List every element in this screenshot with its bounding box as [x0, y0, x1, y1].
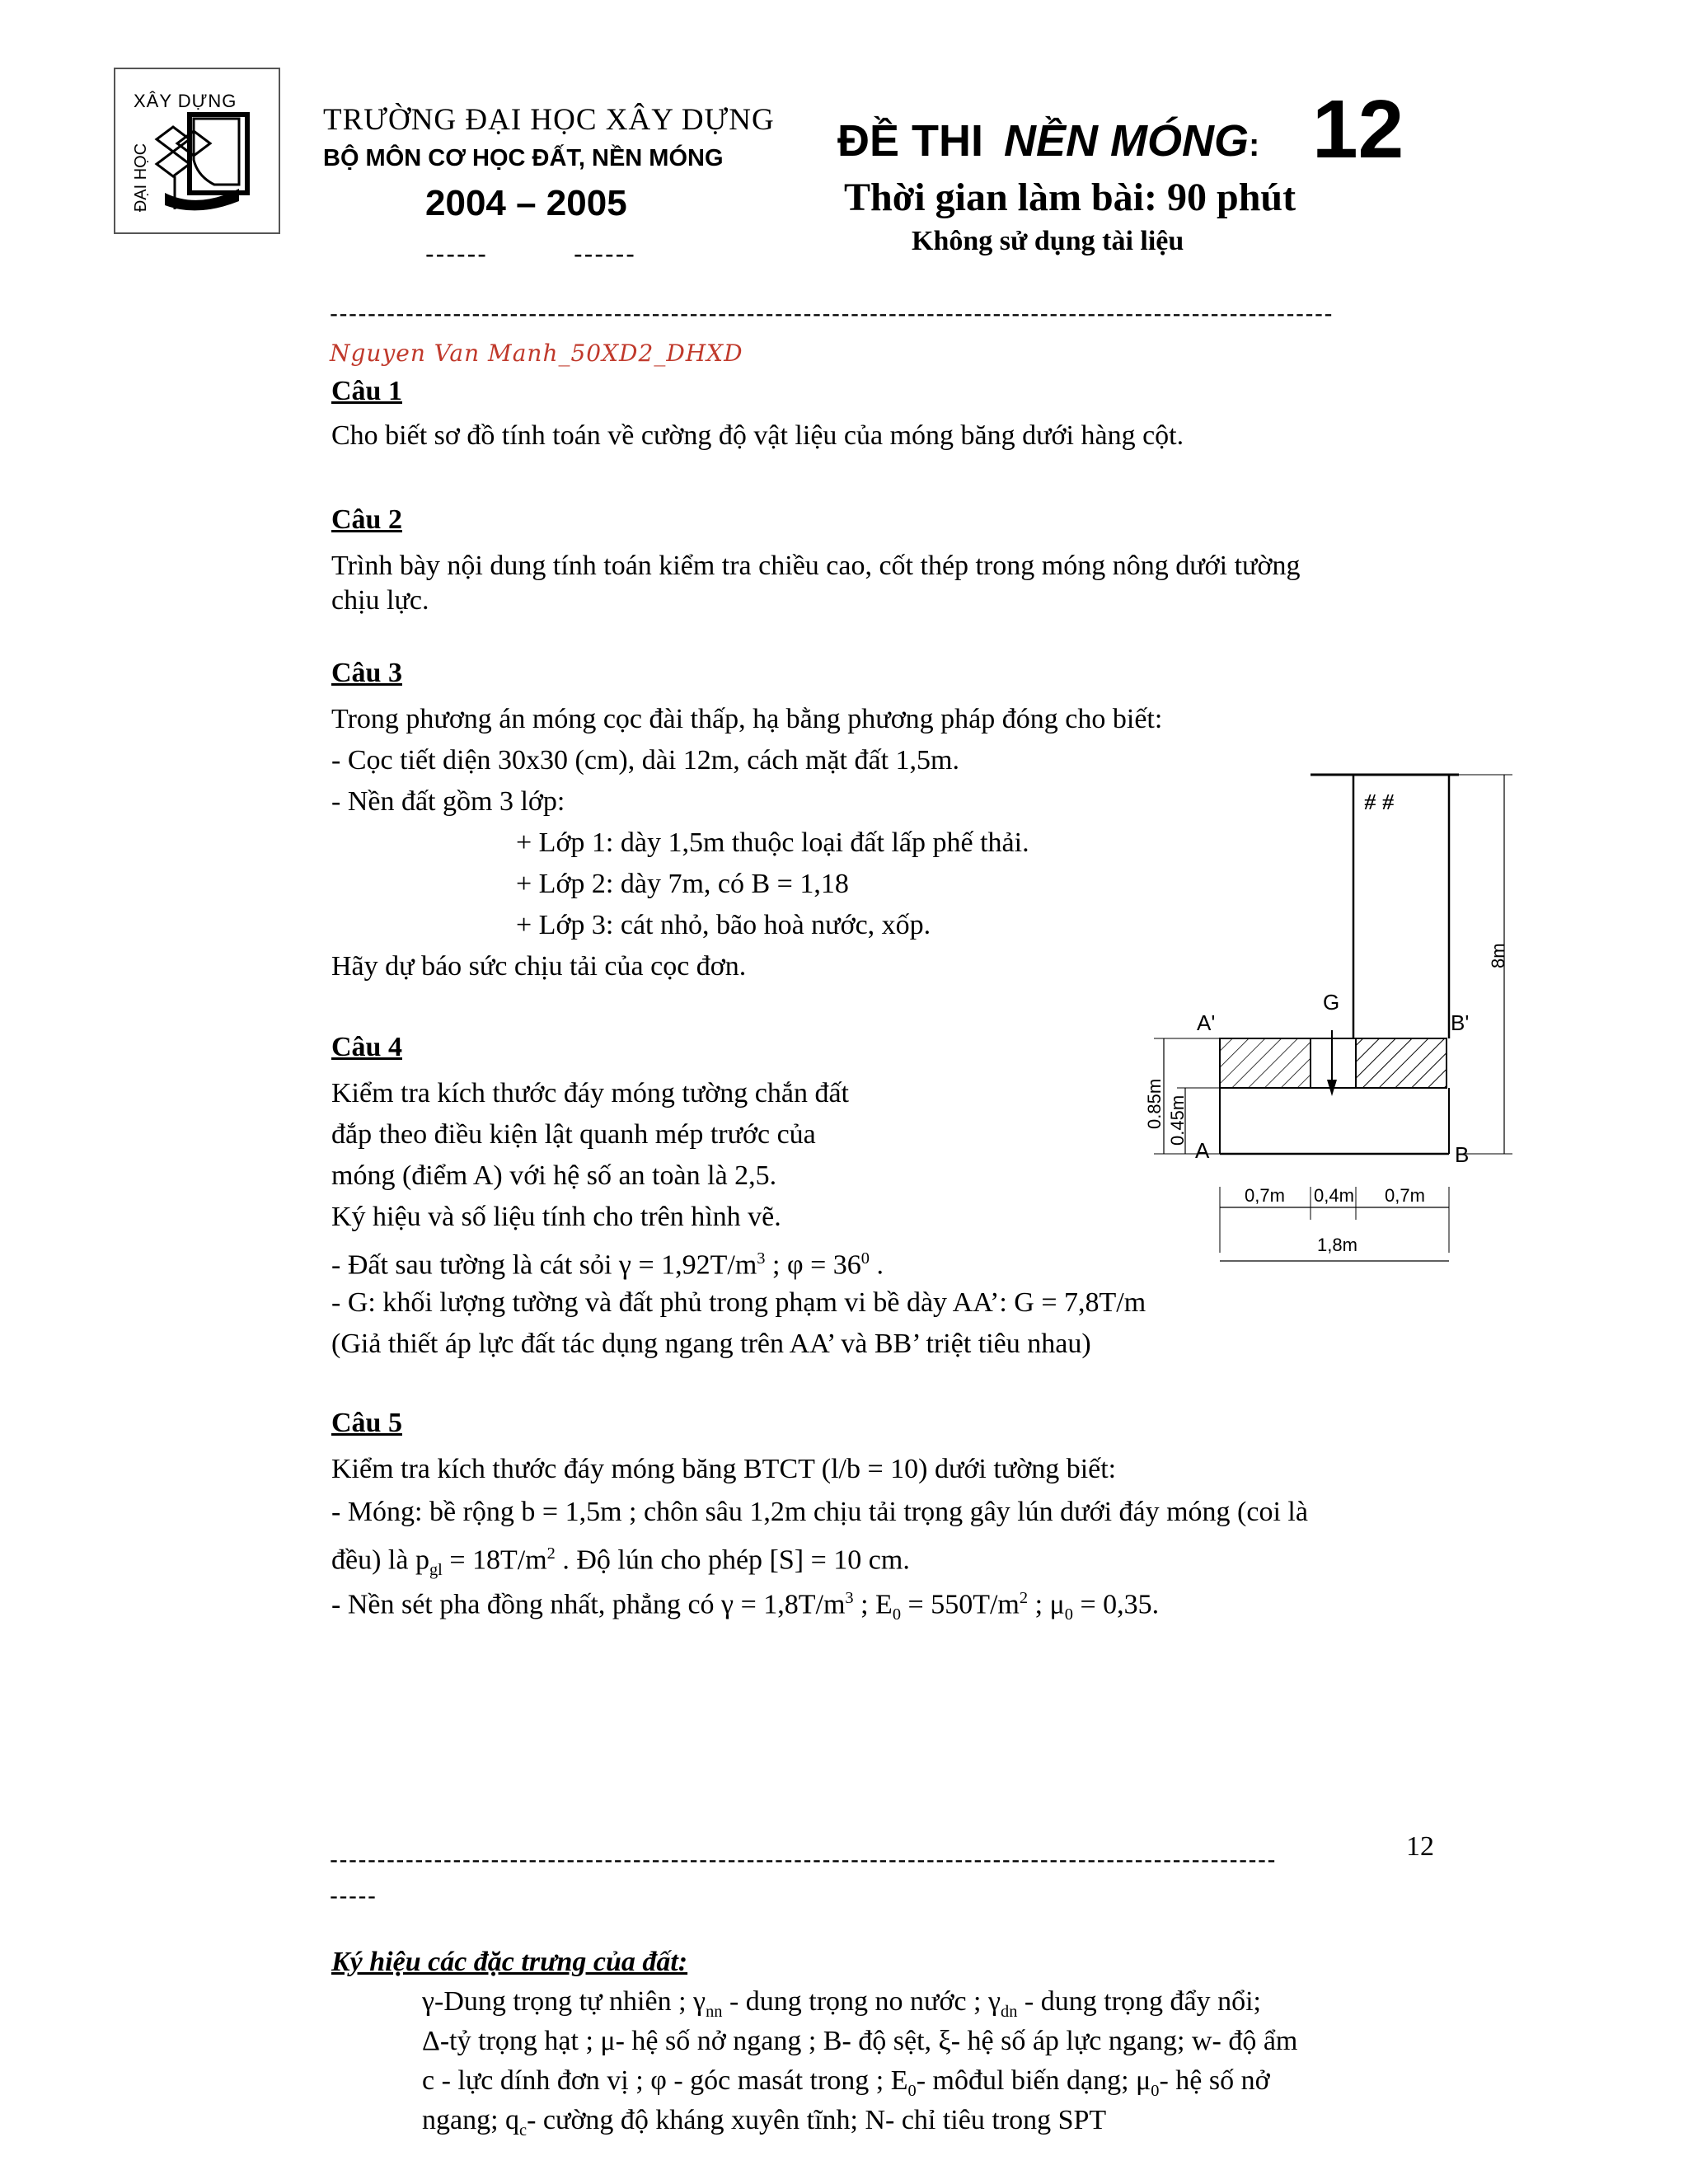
question-4-line-5 [331, 1238, 884, 1286]
legend-l1-c: - dung trọng no nước ; γ [722, 1986, 1001, 2017]
question-3-line-7: Hãy dự báo sức chịu tải của cọc đơn. [331, 951, 747, 982]
label-b: B [1455, 1142, 1470, 1167]
question-3-line-5: + Lớp 2: dày 7m, có B = 1,18 [516, 869, 849, 899]
legend-l1-sub-2: dn [1001, 2002, 1018, 2021]
question-4-line-6: - G: khối lượng tường và đất phủ trong phạm vi bề dày AA’: G = 7,8T/m [331, 1287, 1146, 1318]
legend-l1-a: γ-Dung trọng tự nhiên ; γ [422, 1986, 706, 2017]
logo-text-side: ĐẠI HỌC [132, 143, 151, 213]
question-5-line-4 [331, 1577, 1159, 1635]
academic-year: 2004 – 2005 [425, 183, 627, 223]
q5-line3-sub: gl [429, 1561, 443, 1580]
q5-line4-sub-1: 0 [892, 1605, 902, 1624]
legend-l4-sub: c [519, 2121, 528, 2139]
legend-l4-c: - cường độ kháng xuyên tĩnh; N- chỉ tiêu trong SPT [527, 2105, 1107, 2135]
question-1-title: Câu 1 [331, 376, 402, 406]
question-5-title: Câu 5 [331, 1408, 402, 1438]
university-logo [114, 68, 280, 234]
q5-line4-sup-1: 3 [845, 1589, 854, 1607]
separator-top: ---------------------------------------------------------------------------------------------------------- [330, 300, 1334, 327]
handwritten-name: Nguyen Van Manh_50XD2_DHXD [330, 340, 743, 367]
legend-l3-e: - hệ số nở [1159, 2065, 1270, 2096]
q5-line4-part-c: ; E [853, 1589, 893, 1620]
dashes-left: ------ [425, 239, 488, 269]
label-a: A [1195, 1138, 1210, 1163]
q5-line4-sub-2: 0 [1064, 1605, 1073, 1624]
question-1-text: Cho biết sơ đồ tính toán về cường độ vật liệu của móng băng dưới hàng cột. [331, 420, 1184, 451]
q5-line3-part-e: . Độ lún cho phép [S] = 10 cm. [555, 1544, 910, 1576]
q4-line5-sup-2: 0 [860, 1249, 870, 1268]
label-b-prime: B' [1451, 1010, 1470, 1035]
q4-line5-part-a: - Đất sau tường là cát sỏi γ = 1,92T/m [331, 1249, 757, 1281]
dim-18-label: 1,8m [1317, 1235, 1357, 1255]
legend-title: Ký hiệu các đặc trưng của đất: [331, 1947, 688, 1977]
exam-title [837, 115, 1259, 166]
page-number: 12 [1406, 1831, 1434, 1862]
q5-line4-part-i: = 0,35. [1072, 1589, 1160, 1620]
exam-note: Không sử dụng tài liệu [912, 226, 1184, 256]
exam-number: 12 [1312, 83, 1404, 176]
q5-line4-sup-2: 2 [1019, 1589, 1029, 1607]
question-5-line-2: - Móng: bề rộng b = 1,5m ; chôn sâu 1,2m chịu tải trọng gây lún dưới đáy móng (coi là [331, 1497, 1308, 1527]
label-a-prime: A' [1197, 1010, 1216, 1035]
separator-bottom-tail: ----- [330, 1882, 377, 1910]
question-3-title: Câu 3 [331, 658, 402, 688]
question-3-line-6: + Lớp 3: cát nhỏ, bão hoà nước, xốp. [516, 910, 931, 940]
dim-07-left-label: 0,7m [1245, 1185, 1285, 1206]
dim-04-label: 0,4m [1314, 1185, 1354, 1206]
school-name: TRƯỜNG ĐẠI HỌC XÂY DỰNG [323, 103, 775, 137]
legend-l3-sub-1: 0 [907, 2081, 917, 2100]
legend-l3-c: - môđul biến dạng; μ [916, 2065, 1151, 2096]
question-4-line-2: đắp theo điều kiện lật quanh mép trước của [331, 1119, 816, 1150]
question-5-line-1: Kiểm tra kích thước đáy móng băng BTCT (l/b = 10) dưới tường biết: [331, 1454, 1117, 1484]
separator-bottom: ---------------------------------------------------------------------------------------------------- [330, 1846, 1278, 1873]
logo-text-top: XÂY DỰNG [134, 91, 237, 111]
question-4-line-3: móng (điểm A) với hệ số an toàn là 2,5. [331, 1160, 777, 1191]
exam-colon: : [1249, 127, 1260, 163]
question-2-title: Câu 2 [331, 504, 402, 535]
legend-line-4 [422, 2100, 1106, 2151]
q5-line4-part-e: = 550T/m [901, 1589, 1020, 1620]
legend-l1-sub-1: nn [706, 2002, 723, 2021]
q4-line5-sup-1: 3 [757, 1249, 766, 1268]
dim-085-label: 0.85m [1144, 1078, 1165, 1129]
exam-subject: NỀN MÓNG [1004, 116, 1250, 166]
dashes-right: ------ [574, 239, 636, 269]
question-3-line-1: Trong phương án móng cọc đài thấp, hạ bằng phương pháp đóng cho biết: [331, 704, 1163, 734]
question-2-line-1: Trình bày nội dung tính toán kiểm tra chiều cao, cốt thép trong móng nông dưới tường [331, 551, 1301, 581]
legend-l3-sub-2: 0 [1151, 2081, 1160, 2100]
q4-line5-part-c: ; φ = 36 [765, 1249, 861, 1281]
question-4-line-4: Ký hiệu và số liệu tính cho trên hình vẽ. [331, 1202, 781, 1232]
q4-line5-part-e: . [869, 1249, 884, 1281]
retaining-wall-figure [1088, 758, 1533, 1286]
dim-045-label: 0.45m [1167, 1094, 1188, 1146]
label-g: G [1323, 990, 1340, 1015]
q5-line3-part-c: = 18T/m [442, 1544, 547, 1576]
department-name: BỘ MÔN CƠ HỌC ĐẤT, NỀN MÓNG [323, 145, 724, 171]
dim-8m-label: 8m [1488, 943, 1508, 968]
q5-line3-sup: 2 [546, 1544, 556, 1563]
q5-line3-part-a: đều) là p [331, 1544, 429, 1576]
legend-l4-a: ngang; q [422, 2105, 520, 2135]
exam-prefix: ĐỀ THI [837, 116, 984, 166]
question-3-line-3: - Nền đất gồm 3 lớp: [331, 786, 565, 817]
question-2-line-2: chịu lực. [331, 585, 429, 616]
legend-l3-a: c - lực dính đơn vị ; φ - góc masát trong ; E [422, 2065, 908, 2096]
soil-symbol-top: ⧣ ⧣ [1364, 788, 1395, 813]
question-4-line-7: (Giả thiết áp lực đất tác dụng ngang trên AA’ và BB’ triệt tiêu nhau) [331, 1329, 1091, 1359]
footing-hatch-right [1356, 1038, 1447, 1088]
question-4-line-1: Kiểm tra kích thước đáy móng tường chắn đất [331, 1078, 849, 1108]
q5-line4-part-g: ; μ [1028, 1589, 1065, 1620]
dim-07-right-label: 0,7m [1385, 1185, 1425, 1206]
question-3-line-4: + Lớp 1: dày 1,5m thuộc loại đất lấp phế thải. [516, 827, 1029, 858]
legend-l1-e: - dung trọng đẩy nổi; [1017, 1986, 1261, 2017]
question-3-line-2: - Cọc tiết diện 30x30 (cm), dài 12m, cách mặt đất 1,5m. [331, 745, 959, 776]
legend-line-2: Δ-tỷ trọng hạt ; μ- hệ số nở ngang ; B- độ sệt, ξ- hệ số áp lực ngang; w- độ ẩm [422, 2026, 1298, 2056]
question-4-title: Câu 4 [331, 1032, 402, 1062]
exam-time: Thời gian làm bài: 90 phút [844, 176, 1296, 219]
q5-line4-part-a: - Nền sét pha đồng nhất, phẳng có γ = 1,8T/m [331, 1589, 846, 1620]
